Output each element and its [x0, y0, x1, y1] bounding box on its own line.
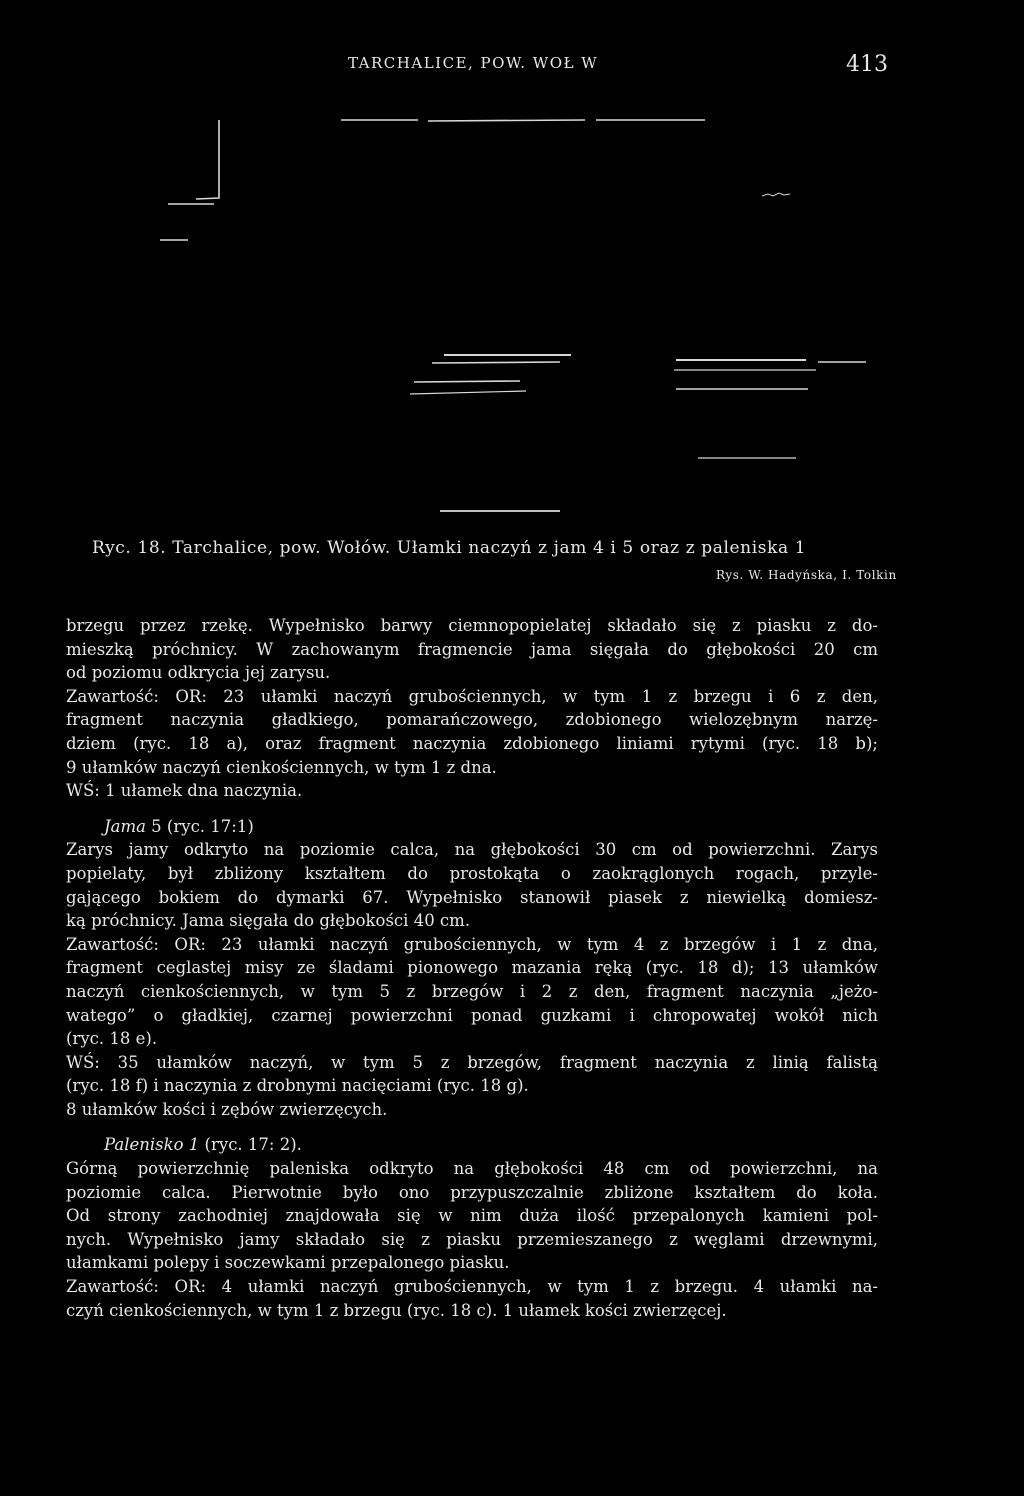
fragment-rim-h [414, 381, 520, 382]
text-line: 8 ułamków kości i zębów zwierzęcych. [66, 1099, 388, 1119]
text-line: brzegu przez rzekę. Wypełnisko barwy ciemnopopielatej składało się z piasku z do- [66, 616, 878, 635]
text-line: 9 ułamków naczyń cienkościennych, w tym 1 z dna. [66, 757, 497, 777]
text-line: ką próchnicy. Jama sięgała do głębokości 40 cm. [66, 911, 471, 931]
page-number: 413 [846, 52, 888, 77]
fragment-texture-p [762, 193, 790, 196]
page-header [0, 52, 1024, 82]
text-line: Zawartość: OR: 23 ułamki naczyń grubościennych, w tym 1 z brzegu i 6 z den, [66, 686, 878, 706]
fragment-rim-g [432, 362, 560, 363]
text-line: czyń cienkościennych, w tym 1 z brzegu (ryc. 18 c). 1 ułamek kości zwierzęcej. [66, 1300, 727, 1320]
text-line: gającego bokiem do dymarki 67. Wypełnisko stanowił piasek z niewielką domiesz- [66, 887, 878, 907]
text-line: Zawartość: OR: 4 ułamki naczyń grubościennych, w tym 1 z brzegu. 4 ułamki na- [66, 1277, 878, 1297]
fragment-rim-i [410, 391, 526, 394]
text-line: Zarys jamy odkryto na poziomie calca, na głębokości 30 cm od powierzchni. Zarys [66, 840, 878, 860]
section-title-ref: 5 (ryc. 17:1) [145, 816, 254, 836]
text-line: popielaty, był zbliżony kształtem do prostokąta o zaokrąglonych rogach, przyle- [66, 863, 878, 883]
text-line: dziem (ryc. 18 a), oraz fragment naczynia zdobionego liniami rytymi (ryc. 18 b); [66, 733, 878, 753]
text-line: fragment naczynia gładkiego, pomarańczowego, zdobionego wielozębnym narzę- [66, 710, 878, 730]
text-line: od poziomu odkrycia jej zarysu. [66, 663, 331, 683]
body-text [66, 614, 878, 1322]
text-line: mieszką próchnicy. W zachowanym fragmencie jama sięgała do głębokości 20 cm [66, 639, 878, 659]
section-title-ref: (ryc. 17: 2). [199, 1135, 302, 1155]
text-line: poziomie calca. Pierwotnie było ono przypuszczalnie zbliżone kształtem do koła. [66, 1182, 878, 1202]
caption-credit: Rys. W. Hadyńska, I. Tolkin [716, 568, 897, 582]
text-line: Od strony zachodniej znajdowała się w nim duża ilość przepalonych kamieni pol- [66, 1206, 878, 1226]
fragment-outline-a [196, 120, 219, 199]
text-line: ułamkami polepy i soczewkami przepalonego piasku. [66, 1253, 510, 1273]
text-line: nych. Wypełnisko jamy składało się z piasku przemieszanego z węglami drzewnymi, [66, 1229, 878, 1249]
section-title-italic: Palenisko 1 [104, 1135, 200, 1155]
section-title-palenisko-1 [66, 1133, 878, 1157]
text-line: WŚ: 35 ułamków naczyń, w tym 5 z brzegów, fragment naczynia z linią falistą [66, 1052, 878, 1072]
text-line: WŚ: 1 ułamek dna naczynia. [66, 781, 303, 801]
section-title-jama-5 [66, 815, 878, 839]
running-title: TARCHALICE, POW. WOŁ W [348, 54, 599, 72]
text-line: Zawartość: OR: 23 ułamki naczyń grubościennych, w tym 4 z brzegów i 1 z dna, [66, 934, 878, 954]
text-line: naczyń cienkościennych, w tym 5 z brzegów i 2 z den, fragment naczynia „jeżo- [66, 981, 878, 1001]
text-line: (ryc. 18 e). [66, 1029, 158, 1049]
text-line: Górną powierzchnię paleniska odkryto na głębokości 48 cm od powierzchni, na [66, 1159, 878, 1179]
section-title-italic: Jama [104, 816, 146, 836]
text-line: (ryc. 18 f) i naczynia z drobnymi nacięciami (ryc. 18 g). [66, 1076, 529, 1096]
text-line: fragment ceglastej misy ze śladami pionowego mazania ręką (ryc. 18 d); 13 ułamków [66, 958, 878, 978]
figure-drawing [0, 100, 1024, 530]
fragment-rim-b [428, 120, 585, 121]
figure-caption [0, 538, 1024, 598]
text-line: watego” o gładkiej, czarnej powierzchni ponad guzkami i chropowatej wokół nich [66, 1005, 878, 1025]
caption-text: Ryc. 18. Tarchalice, pow. Wołów. Ułamki naczyń z jam 4 i 5 oraz z paleniska 1 [92, 538, 807, 558]
figure-pottery-fragments [0, 100, 1024, 530]
